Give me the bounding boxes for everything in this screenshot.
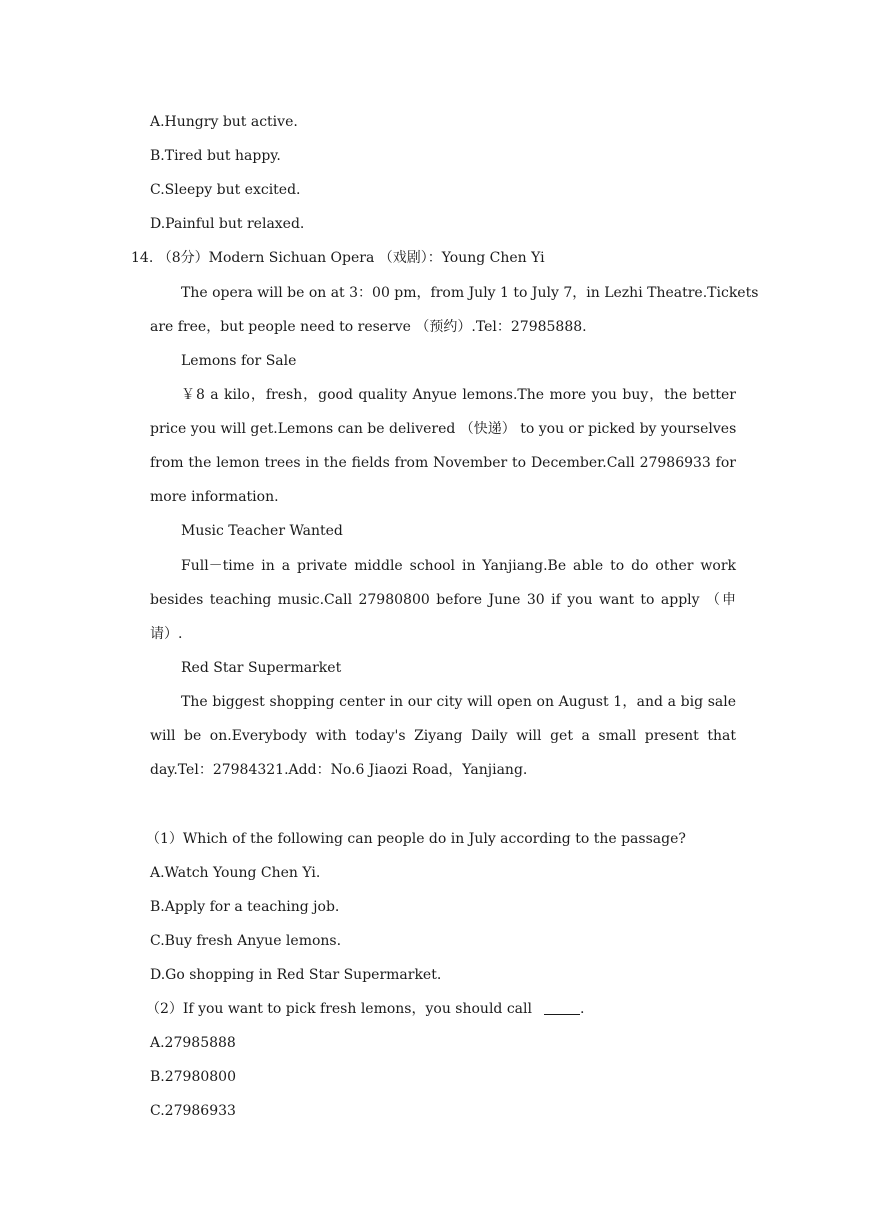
- lemons-paragraph-line-1: ￥8 a kilo，fresh，good quality Anyue lemons.The more you buy，the better: [181, 387, 736, 403]
- answer-blank: [544, 998, 580, 1015]
- sub-question-2: [146, 997, 584, 1021]
- question-number: 14.: [131, 250, 154, 266]
- sub-question-2-text: （2）If you want to pick fresh lemons，you should call: [146, 1001, 532, 1017]
- opera-paragraph-line-1: The opera will be on at 3：00 pm，from July 1 to July 7，in Lezhi Theatre.Tickets: [181, 285, 759, 301]
- q14-heading: [131, 246, 545, 270]
- opera-paragraph-line-2: are free，but people need to reserve （预约）.Tel：27985888.: [150, 319, 587, 335]
- supermarket-title: Red Star Supermarket: [181, 660, 342, 676]
- lemons-paragraph-line-3: from the lemon trees in the fields from November to December.Call 27986933 for: [150, 455, 736, 471]
- sub2-option-c: C.27986933: [150, 1103, 236, 1119]
- q13-option-a: A.Hungry but active.: [150, 114, 298, 130]
- sub-question-2-end: .: [579, 1001, 585, 1017]
- teacher-paragraph-line-3: 请）.: [150, 626, 183, 642]
- teacher-paragraph-line-1: Full－time in a private middle school in Yanjiang.Be able to do other work: [181, 558, 736, 574]
- sub1-option-b: B.Apply for a teaching job.: [150, 899, 340, 915]
- sub1-option-a: A.Watch Young Chen Yi.: [150, 865, 321, 881]
- question-header: （8分）Modern Sichuan Opera （戏剧）：Young Chen Yi: [157, 250, 545, 266]
- q13-option-b: B.Tired but happy.: [150, 148, 281, 164]
- supermarket-paragraph-line-3: day.Tel：27984321.Add：No.6 Jiaozi Road，Yanjiang.: [150, 762, 528, 778]
- teacher-title: Music Teacher Wanted: [181, 523, 343, 539]
- sub2-option-b: B.27980800: [150, 1069, 236, 1085]
- sub1-option-c: C.Buy fresh Anyue lemons.: [150, 933, 342, 949]
- q13-option-c: C.Sleepy but excited.: [150, 182, 301, 198]
- lemons-paragraph-line-2: price you will get.Lemons can be delivered （快递） to you or picked by yourselves: [150, 421, 737, 437]
- sub2-option-a: A.27985888: [150, 1035, 236, 1051]
- supermarket-paragraph-line-1: The biggest shopping center in our city will open on August 1，and a big sale: [181, 694, 736, 710]
- sub1-option-d: D.Go shopping in Red Star Supermarket.: [150, 967, 442, 983]
- supermarket-paragraph-line-2: will be on.Everybody with today's Ziyang Daily will get a small present that: [150, 728, 736, 744]
- q13-option-d: D.Painful but relaxed.: [150, 216, 305, 232]
- lemons-title: Lemons for Sale: [181, 353, 297, 369]
- lemons-paragraph-line-4: more information.: [150, 489, 279, 505]
- teacher-paragraph-line-2: besides teaching music.Call 27980800 before June 30 if you want to apply （申: [150, 592, 736, 608]
- sub-question-1: （1）Which of the following can people do in July according to the passage?: [146, 831, 686, 847]
